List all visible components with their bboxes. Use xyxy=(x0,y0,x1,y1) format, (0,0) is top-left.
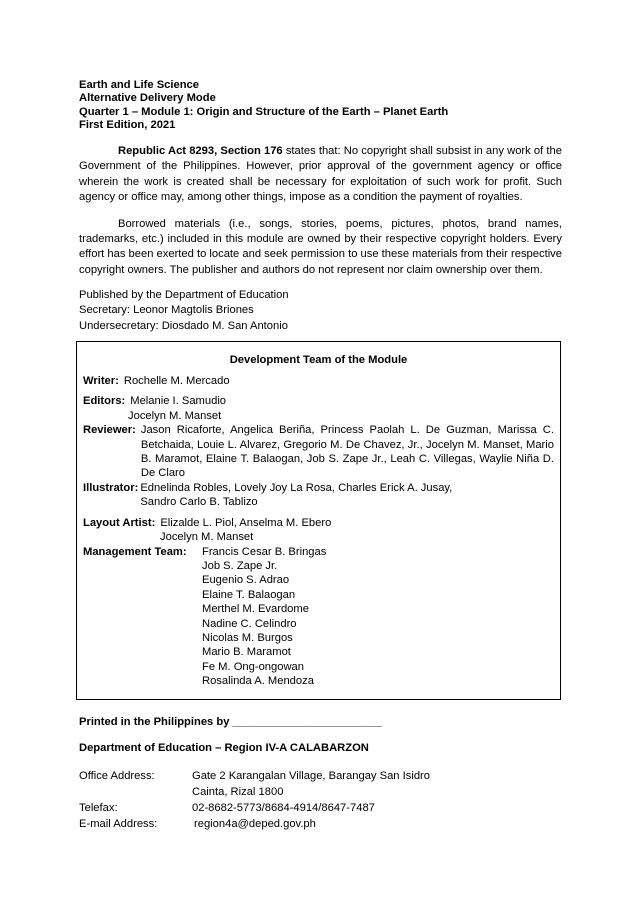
undersecretary: Undersecretary: Diosdado M. San Antonio xyxy=(79,319,288,332)
act-reference: Republic Act 8293, Section 176 xyxy=(118,145,283,158)
copyright-notice xyxy=(79,144,562,205)
email-label: E-mail Address: xyxy=(79,818,158,831)
subject-title: Earth and Life Science xyxy=(79,79,199,91)
management-member: Francis Cesar B. Bringas xyxy=(202,545,327,558)
management-member: Elaine T. Balaogan xyxy=(202,588,296,601)
module-title: Quarter 1 – Module 1: Origin and Structure of the Earth – Planet Earth xyxy=(79,105,449,118)
module-header xyxy=(79,79,562,132)
management-member: Rosalinda A. Mendoza xyxy=(202,675,314,688)
management-member: Eugenio S. Adrao xyxy=(202,574,290,587)
office-address-line2: Cainta, Rizal 1800 xyxy=(192,785,284,798)
management-member: Job S. Zape Jr. xyxy=(202,559,278,572)
reviewer-names: Jason Ricaforte, Angelica Beriña, Princess Paolah L. De Guzman, Marissa C. Betchaida, Louie L. Alvarez, Gregorio M. De Chavez, Jr., Jocelyn M. Manset, Mario B. Maramot, Elaine T. Balaogan, Job S. Zape Jr., Leah C. Villegas, Waylie Niña D. De Claro xyxy=(140,424,554,480)
management-member: Nadine C. Celindro xyxy=(202,617,297,630)
management-member: Fe M. Ong-ongowan xyxy=(202,660,304,673)
editors-row xyxy=(83,394,554,408)
editors-label: Editors: xyxy=(83,395,126,408)
illustrator-label: Illustrator: xyxy=(83,481,139,494)
office-address-line1: Gate 2 Karangalan Village, Barangay San Isidro xyxy=(192,769,430,782)
editor-name: Melanie I. Samudio xyxy=(130,395,227,408)
layout-label: Layout Artist: xyxy=(83,516,156,529)
email-value: region4a@deped.gov.ph xyxy=(194,818,316,831)
act-text: states that: No copyright shall subsist in any work of the Government of the Philippines. However, prior approval of the government agency or office wherein the work is created shall be necessary for exploitation of such work for profit. Such agency or office may, among other things, impose as a condition the payment of royalties. xyxy=(79,145,562,203)
management-member: Mario B. Maramot xyxy=(202,646,291,659)
editors-row-2 xyxy=(83,409,554,423)
management-row xyxy=(83,545,554,689)
copyright-page xyxy=(79,79,562,832)
office-address-row-2 xyxy=(79,784,562,800)
writer-row xyxy=(83,374,554,388)
delivery-mode: Alternative Delivery Mode xyxy=(79,92,216,105)
telefax-label: Telefax: xyxy=(79,801,118,814)
team-title: Development Team of the Module xyxy=(229,354,408,367)
layout-row-2 xyxy=(83,530,554,544)
management-member: Merthel M. Evardome xyxy=(202,603,309,616)
email-row xyxy=(79,816,562,832)
management-label: Management Team: xyxy=(83,545,187,558)
illustrator-names: Ednelinda Robles, Lovely Joy La Rosa, Charles Erick A. Jusay, Sandro Carlo B. Tablizo xyxy=(140,481,453,509)
layout-name: Elizalde L. Piol, Anselma M. Ebero xyxy=(160,516,332,529)
borrowed-materials-notice: Borrowed materials (i.e., songs, stories, poems, pictures, photos, brand names, trademarks, etc.) included in this module are owned by their respective copyright holders. Every effort has been exerted to locate and seek permission to use these materials from their respective copyright owners. The publisher and authors do not represent nor claim ownership over them. xyxy=(79,218,562,276)
reviewer-row xyxy=(83,423,554,481)
editor-name: Jocelyn M. Manset xyxy=(128,409,222,422)
publisher-info xyxy=(79,288,562,334)
telefax-row xyxy=(79,800,562,816)
printed-by: Printed in the Philippines by ________________________ xyxy=(79,715,382,728)
region-office: Department of Education – Region IV-A CALABARZON xyxy=(79,741,369,754)
edition: First Edition, 2021 xyxy=(79,118,176,131)
layout-name: Jocelyn M. Manset xyxy=(160,531,254,544)
telefax-value: 02-8682-5773/8684-4914/8647-7487 xyxy=(192,801,375,814)
layout-row xyxy=(83,516,554,530)
illustrator-row xyxy=(83,481,554,510)
contact-info xyxy=(79,768,562,833)
office-address-row xyxy=(79,768,562,784)
writer-name: Rochelle M. Mercado xyxy=(123,375,230,388)
publisher: Published by the Department of Education xyxy=(79,288,289,301)
secretary: Secretary: Leonor Magtolis Briones xyxy=(79,304,254,317)
development-team-box xyxy=(76,341,561,700)
reviewer-label: Reviewer: xyxy=(83,424,136,437)
writer-label: Writer: xyxy=(83,375,119,388)
management-member: Nicolas M. Burgos xyxy=(202,631,293,644)
office-address-label: Office Address: xyxy=(79,769,155,782)
